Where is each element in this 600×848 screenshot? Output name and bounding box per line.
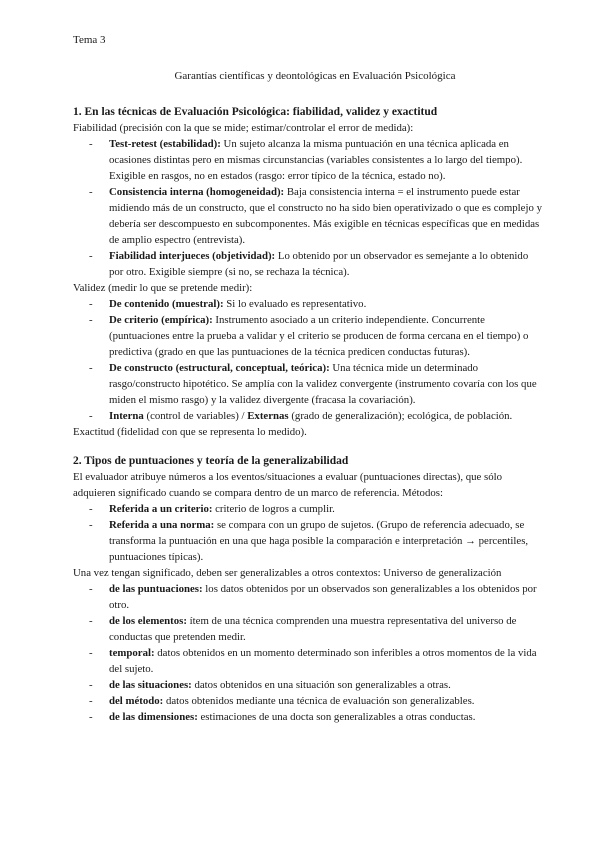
item-term: Interna — [109, 410, 144, 422]
item-text: se compara con un grupo de sujetos. (Grupo de referencia adecuado, se transforma la puntuación en una que haga posible la comparación e interpretación → percentiles, puntuaciones típicas). — [109, 519, 529, 563]
dash-bullet: - — [89, 186, 93, 198]
item-text: estimaciones de una docta son generalizables a otras conductas. — [197, 711, 476, 723]
list-item — [73, 136, 543, 184]
item-term: Consistencia interna (homogeneidad): — [109, 186, 285, 198]
item-term: de las dimensiones: — [109, 711, 198, 723]
paragraph: Validez (medir lo que se pretende medir): — [73, 282, 253, 294]
list-item — [73, 645, 543, 677]
list-item — [73, 709, 543, 725]
list-item — [73, 581, 543, 613]
dash-bullet: - — [89, 503, 93, 515]
item-text: Una técnica mide un determinado rasgo/constructo hipotético. Se amplía con la validez convergente (instrumento covaría con los que miden el mismo rasgo) y la validez divergente (fracasa la covariación). — [109, 362, 537, 406]
bullet-list — [73, 501, 543, 565]
paragraph: Fiabilidad (precisión con la que se mide; estimar/controlar el error de medida): — [73, 122, 414, 134]
dash-bullet: - — [89, 711, 93, 723]
item-text: datos obtenidos en un momento determinado son inferibles a otros momentos de la vida del sujeto. — [109, 647, 537, 675]
list-item — [73, 312, 543, 360]
dash-bullet: - — [89, 138, 93, 150]
document-page — [73, 33, 543, 725]
item-text: Si lo evaluado es representativo. — [223, 298, 367, 310]
list-item — [73, 613, 543, 645]
item-term: Referida a un criterio: — [109, 503, 213, 515]
item-text: los datos obtenidos por un observados son generalizables a los obtenidos por otro. — [109, 583, 537, 611]
bullet-list — [73, 296, 543, 424]
item-text: Lo obtenido por un observador es semejante a lo obtenido por otro. Exigible siempre (si no, se rechaza la técnica). — [109, 250, 529, 278]
section-spacer — [73, 440, 543, 453]
document-title: Garantías científicas y deontológicas en Evaluación Psicológica — [174, 70, 456, 82]
dash-bullet: - — [89, 250, 93, 262]
item-text-secondary: (grado de generalización); ecológica, de población. — [288, 410, 513, 422]
dash-bullet: - — [89, 298, 93, 310]
item-term: De contenido (muestral): — [109, 298, 224, 310]
list-item — [73, 693, 543, 709]
list-item — [73, 677, 543, 693]
paragraph: Exactitud (fidelidad con que se representa lo medido). — [73, 426, 307, 438]
item-text: Instrumento asociado a un criterio independiente. Concurrente (puntuaciones entre la prueba a validar y el criterio se producen de forma cercana en el tiempo) o predictiva (grado en que las puntuaciones de la técnica predicen conductas futuras). — [109, 314, 529, 358]
list-item — [73, 296, 543, 312]
list-item — [73, 517, 543, 565]
item-term: de las situaciones: — [109, 679, 192, 691]
list-item — [73, 408, 543, 424]
bullet-list — [73, 136, 543, 280]
dash-bullet: - — [89, 583, 93, 595]
dash-bullet: - — [89, 314, 93, 326]
dash-bullet: - — [89, 615, 93, 627]
dash-bullet: - — [89, 695, 93, 707]
paragraph: Una vez tengan significado, deben ser generalizables a otros contextos: Universo de generalización — [73, 567, 502, 579]
item-term: De constructo (estructural, conceptual, teórica): — [109, 362, 330, 374]
section-heading: 2. Tipos de puntuaciones y teoría de la generalizabilidad — [73, 455, 349, 467]
item-text: ítem de una técnica comprenden una muestra representativa del universo de conductas que pretenden medir. — [109, 615, 517, 643]
list-item — [73, 360, 543, 408]
dash-bullet: - — [89, 519, 93, 531]
dash-bullet: - — [89, 679, 93, 691]
paragraph: El evaluador atribuye números a los eventos/situaciones a evaluar (puntuaciones directas), que sólo adquieren significado cuando se compara dentro de un marco de referencia. Métodos: — [73, 471, 503, 499]
list-item — [73, 501, 543, 517]
item-term: del método: — [109, 695, 164, 707]
item-text: criterio de logros a cumplir. — [212, 503, 335, 515]
item-term: De criterio (empírica): — [109, 314, 213, 326]
item-term: temporal: — [109, 647, 155, 659]
section-reliability-validity — [73, 104, 543, 440]
item-term: de las puntuaciones: — [109, 583, 203, 595]
item-text: (control de variables) / — [143, 410, 248, 422]
bullet-list — [73, 581, 543, 725]
page-header: Tema 3 — [73, 34, 106, 46]
list-item — [73, 248, 543, 280]
item-text: datos obtenidos mediante una técnica de evaluación son generalizables. — [163, 695, 475, 707]
dash-bullet: - — [89, 362, 93, 374]
item-text: datos obtenidos en una situación son generalizables a otras. — [191, 679, 451, 691]
item-term-secondary: Externas — [247, 410, 289, 422]
dash-bullet: - — [89, 410, 93, 422]
item-term: de los elementos: — [109, 615, 187, 627]
item-text: Un sujeto alcanza la misma puntuación en una técnica aplicada en ocasiones distintas pero en mismas circunstancias (variables consistentes a lo largo del tiempo). Exigible en rasgos, no en estados (rasgo: error típico de la técnica, estado no). — [109, 138, 523, 182]
item-term: Referida a una norma: — [109, 519, 215, 531]
item-text: Baja consistencia interna = el instrumento puede estar midiendo más de un constructo, que el constructo no ha sido bien operativizado o que es complejo y debería ser descompuesto en subcomponentes. Más exigible en técnicas específicas que en medidas de amplio espectro (entrevista). — [109, 186, 542, 246]
item-term: Fiabilidad interjueces (objetividad): — [109, 250, 276, 262]
list-item — [73, 184, 543, 248]
item-term: Test-retest (estabilidad): — [109, 138, 221, 150]
section-scores-generalizability — [73, 453, 543, 725]
section-heading: 1. En las técnicas de Evaluación Psicológica: fiabilidad, validez y exactitud — [73, 106, 438, 118]
dash-bullet: - — [89, 647, 93, 659]
